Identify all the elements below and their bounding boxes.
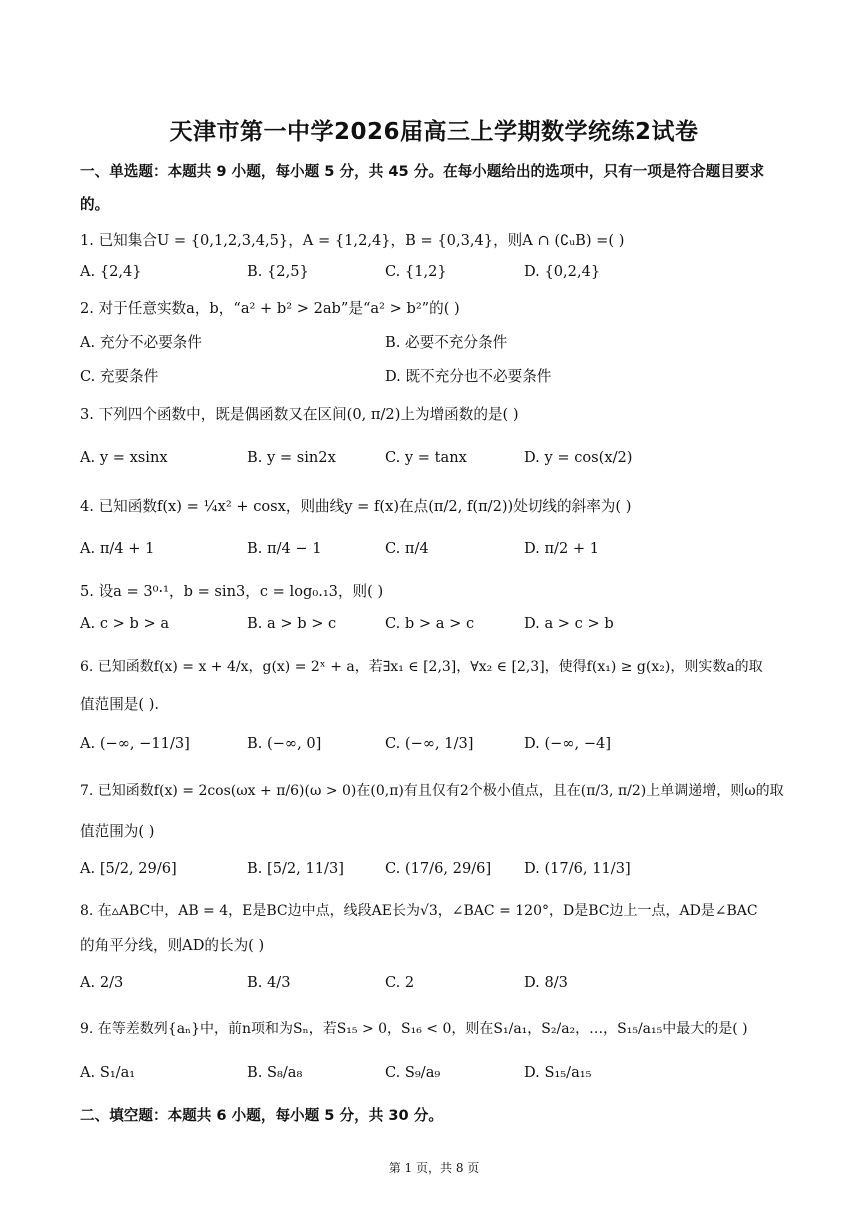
question-8-option-a: A. 2/3 — [80, 974, 124, 991]
question-8-option-c: C. 2 — [385, 974, 415, 991]
question-6-option-a: A. (−∞, −11/3] — [80, 735, 190, 752]
question-8-stem-cont: 的角平分线，则AD的长为( ) — [80, 937, 265, 954]
question-6-option-c: C. (−∞, 1/3] — [385, 735, 474, 752]
question-5-option-d: D. a > c > b — [524, 615, 614, 632]
question-3-option-a: A. y = xsinx — [80, 449, 168, 466]
question-1-option-c: C. {1,2} — [385, 263, 447, 280]
question-5-option-a: A. c > b > a — [80, 615, 170, 632]
question-9-option-c: C. S₉/a₉ — [385, 1064, 441, 1081]
question-4-option-c: C. π/4 — [385, 540, 429, 557]
question-9-option-b: B. S₈/a₈ — [247, 1064, 303, 1081]
question-3-option-d: D. y = cos(x/2) — [524, 449, 633, 466]
question-6-option-d: D. (−∞, −4] — [524, 735, 612, 752]
question-9-stem: 9. 在等差数列{aₙ}中，前n项和为Sₙ，若S₁₅ > 0，S₁₆ < 0，则在S₁/a₁，S₂/a₂，…，S₁₅/a₁₅中最大的是( ) — [80, 1021, 748, 1037]
question-1-option-d: D. {0,2,4} — [524, 263, 601, 280]
question-2-option-c: C. 充要条件 — [80, 368, 159, 385]
question-5-option-b: B. a > b > c — [247, 615, 337, 632]
question-2-option-b: B. 必要不充分条件 — [385, 334, 508, 351]
question-4-option-b: B. π/4 − 1 — [247, 540, 322, 557]
section-1-header-cont: 的。 — [80, 196, 110, 213]
question-4-option-d: D. π/2 + 1 — [524, 540, 600, 557]
question-2-option-d: D. 既不充分也不必要条件 — [385, 368, 552, 385]
section-1-header: 一、单选题：本题共 9 小题，每小题 5 分，共 45 分。在每小题给出的选项中，只有一项是符合题目要求 — [80, 163, 765, 180]
question-2-option-a: A. 充分不必要条件 — [80, 334, 202, 351]
question-3-stem: 3. 下列四个函数中，既是偶函数又在区间(0, π/2)上为增函数的是( ) — [80, 406, 519, 423]
question-6-option-b: B. (−∞, 0] — [247, 735, 322, 752]
question-9-option-a: A. S₁/a₁ — [80, 1064, 136, 1081]
question-8-option-b: B. 4/3 — [247, 974, 291, 991]
question-4-stem: 4. 已知函数f(x) = ¼x² + cosx，则曲线y = f(x)在点(π/2, f(π/2))处切线的斜率为( ) — [80, 498, 632, 515]
exam-title: 天津市第一中学2026届高三上学期数学统练2试卷 — [169, 119, 699, 145]
question-7-option-c: C. (17/6, 29/6] — [385, 860, 492, 877]
question-8-stem: 8. 在▵ABC中，AB = 4，E是BC边中点，线段AE长为√3，∠BAC = 120°，D是BC边上一点，AD是∠BAC — [80, 903, 758, 919]
question-7-option-b: B. [5/2, 11/3] — [247, 860, 344, 877]
question-7-option-a: A. [5/2, 29/6] — [80, 860, 177, 877]
question-5-stem: 5. 设a = 3⁰·¹，b = sin3，c = log₀.₁3，则( ) — [80, 583, 384, 600]
question-7-stem-cont: 值范围为( ) — [80, 823, 155, 840]
question-2-stem: 2. 对于任意实数a，b，“a² + b² > 2ab”是“a² > b²”的( ) — [80, 300, 460, 317]
question-6-stem-cont: 值范围是( ). — [80, 696, 160, 713]
question-7-stem: 7. 已知函数f(x) = 2cos(ωx + π/6)(ω > 0)在(0,π)有且仅有2个极小值点，且在(π/3, π/2)上单调递增，则ω的取 — [80, 783, 784, 799]
section-2-header: 二、填空题：本题共 6 小题，每小题 5 分，共 30 分。 — [80, 1107, 443, 1124]
question-3-option-b: B. y = sin2x — [247, 449, 336, 466]
question-1-option-b: B. {2,5} — [247, 263, 309, 280]
question-1-stem: 1. 已知集合U = {0,1,2,3,4,5}，A = {1,2,4}，B = {0,3,4}，则A ∩ (∁ᵤB) =( ) — [80, 232, 625, 249]
question-4-option-a: A. π/4 + 1 — [80, 540, 155, 557]
question-1-option-a: A. {2,4} — [80, 263, 142, 280]
question-6-stem: 6. 已知函数f(x) = x + 4/x，g(x) = 2ˣ + a，若∃x₁ ∈ [2,3]，∀x₂ ∈ [2,3]，使得f(x₁) ≥ g(x₂)，则实数a的取 — [80, 659, 763, 675]
question-3-option-c: C. y = tanx — [385, 449, 467, 466]
question-9-option-d: D. S₁₅/a₁₅ — [524, 1064, 592, 1081]
question-8-option-d: D. 8/3 — [524, 974, 568, 991]
question-7-option-d: D. (17/6, 11/3] — [524, 860, 631, 877]
page-footer: 第 1 页，共 8 页 — [388, 1161, 480, 1175]
question-5-option-c: C. b > a > c — [385, 615, 475, 632]
